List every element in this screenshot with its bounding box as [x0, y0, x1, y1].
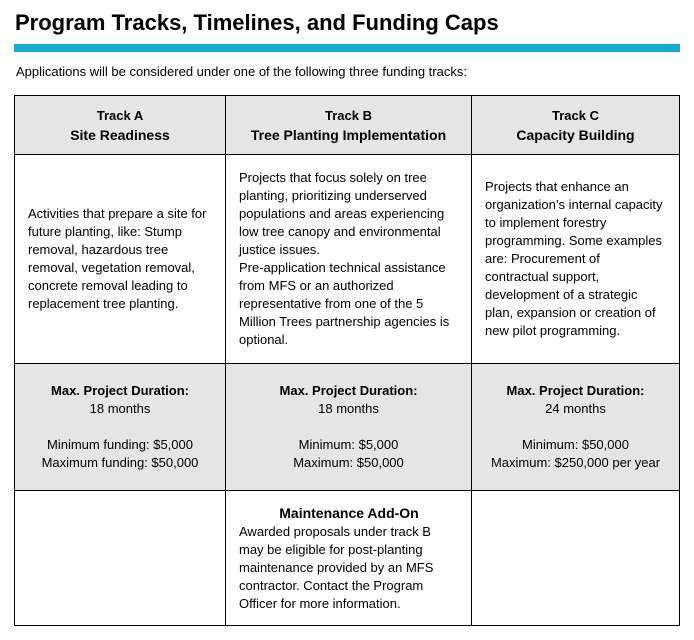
track-b-description: Projects that focus solely on tree planting, prioritizing underserved populations and areas experiencing low tree canopy and environmental justice issues. — [239, 170, 445, 257]
track-a-minimum: Minimum funding: $5,000 — [47, 437, 193, 452]
addon-empty-cell-a — [15, 491, 226, 626]
addon-row — [15, 491, 680, 626]
description-row — [15, 155, 680, 364]
funding-row — [15, 364, 680, 491]
track-b-name: Tree Planting Implementation — [250, 126, 447, 143]
track-c-id: Track C — [552, 107, 599, 123]
track-a-maximum: Maximum funding: $50,000 — [41, 455, 199, 470]
track-c-duration: 24 months — [545, 401, 606, 416]
track-b-minimum: Minimum: $5,000 — [298, 437, 399, 452]
track-c-maximum: Maximum: $250,000 per year — [490, 455, 661, 470]
track-a-duration-label: Max. Project Duration: — [51, 383, 189, 398]
track-b-assistance-note: Pre-application technical assistance from MFS or an authorized representative from one of the 5 Million Trees partnership agencies is optional. — [239, 260, 450, 347]
addon-empty-cell-c — [472, 491, 680, 626]
track-a-name: Site Readiness — [70, 126, 170, 143]
track-a-header — [15, 96, 226, 155]
track-b-description-cell — [226, 155, 472, 364]
track-a-description-cell — [15, 155, 226, 364]
track-c-duration-label: Max. Project Duration: — [506, 383, 645, 398]
track-b-duration-label: Max. Project Duration: — [279, 383, 418, 398]
track-b-funding-cell — [226, 364, 472, 491]
track-b-duration: 18 months — [318, 401, 379, 416]
track-c-header — [472, 96, 680, 155]
track-b-header — [226, 96, 472, 155]
track-c-name: Capacity Building — [516, 126, 635, 143]
tracks-table — [14, 95, 680, 626]
maintenance-addon-cell — [226, 491, 472, 626]
track-a-description: Activities that prepare a site for future planting, like: Stump removal, hazardous tree removal, vegetation removal, concrete removal leading to replacement tree planting. — [28, 206, 207, 311]
title-underline — [14, 44, 680, 52]
track-a-funding-cell — [15, 364, 226, 491]
track-b-id: Track B — [325, 107, 372, 123]
addon-title: Maintenance Add-On — [279, 504, 419, 521]
track-a-id: Track A — [96, 107, 144, 123]
page-title: Program Tracks, Timelines, and Funding Caps — [15, 10, 499, 35]
track-c-minimum: Minimum: $50,000 — [522, 437, 629, 452]
track-a-duration: 18 months — [89, 401, 151, 416]
table-header-row — [15, 96, 680, 155]
track-c-description: Projects that enhance an organization’s internal capacity to implement forestry programming. Some examples are: Procurement of contractual support, development of a strategic plan, expansion or creation of new pilot programming. — [485, 179, 663, 338]
track-c-funding-cell — [472, 364, 680, 491]
intro-text: Applications will be considered under one of the following three funding tracks: — [16, 64, 467, 79]
addon-text: Awarded proposals under track B may be eligible for post-planting maintenance provided by an MFS contractor. Contact the Program Officer for more information. — [239, 523, 434, 611]
track-b-maximum: Maximum: $50,000 — [293, 455, 404, 470]
track-c-description-cell — [472, 155, 680, 364]
